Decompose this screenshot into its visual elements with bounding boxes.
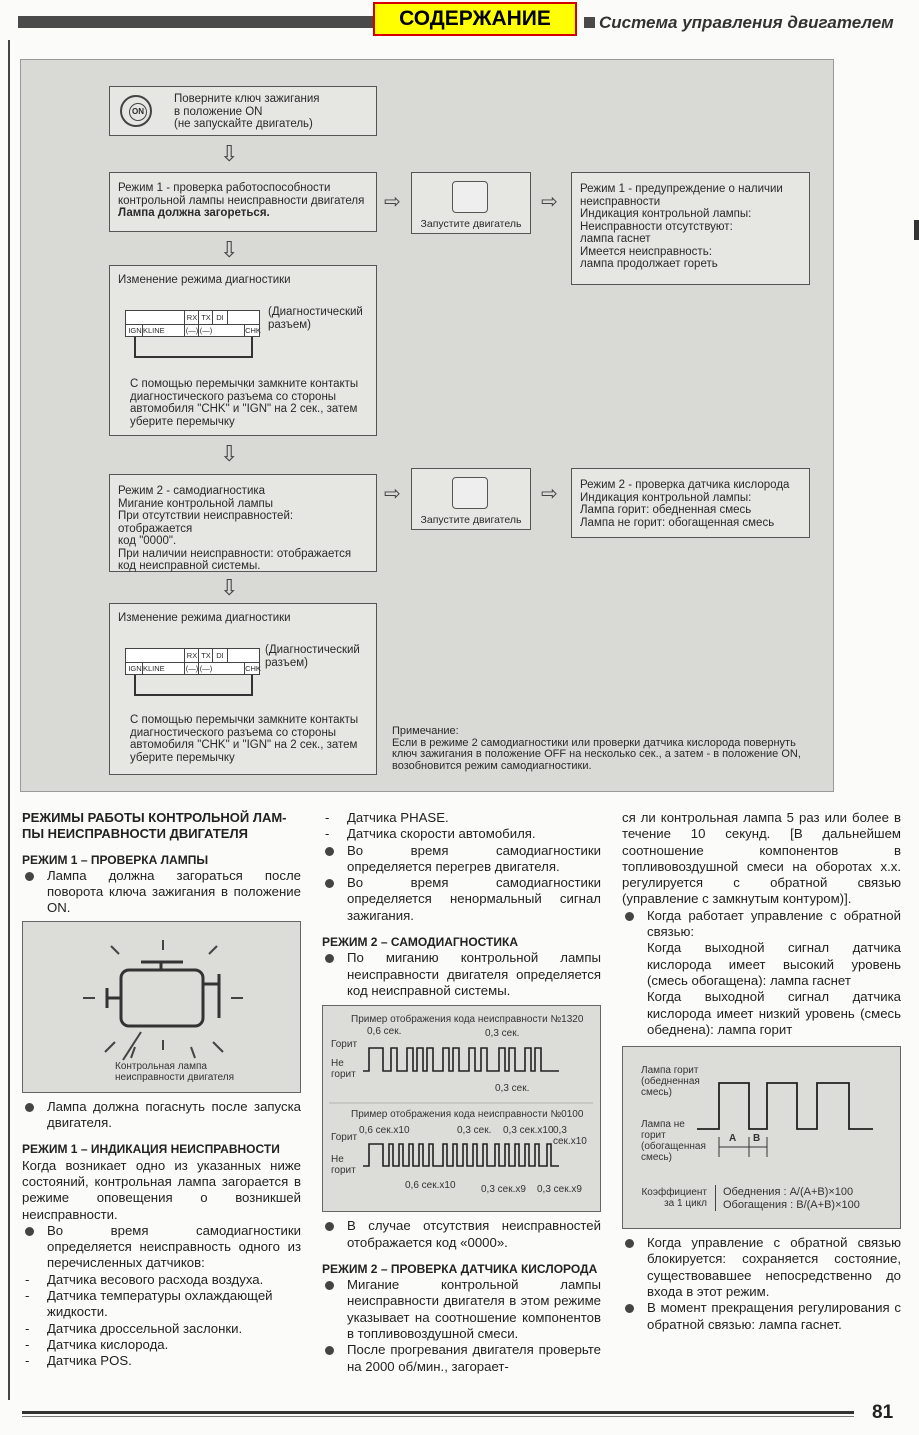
mode1-check-line: контрольной лампы неисправности двигателя: [118, 194, 365, 207]
timing-label: 0,6 сек.x10: [359, 1125, 410, 1137]
change-mode-line: С помощью перемычки замкните контакты: [130, 714, 359, 726]
start-engine-label: Запустите двигатель: [420, 218, 522, 230]
pin-chk: CHK: [245, 326, 261, 335]
connector-row-top: [126, 649, 259, 663]
pin-chk: CHK: [245, 664, 261, 673]
fig-title: Пример отображения кода неисправности №1320: [351, 1014, 584, 1026]
blink-code-figure: [322, 1005, 601, 1212]
bullet-item: В случае отсутствия неисправностей отображается код «0000».: [322, 1218, 601, 1251]
lamp-on-line: смесь): [641, 1087, 672, 1099]
coef-line: за 1 цикл: [664, 1198, 707, 1210]
mode1-warn-line: Имеется неисправность:: [580, 245, 712, 258]
subheading: РЕЖИМ 1 – ПРОВЕРКА ЛАМПЫ: [22, 852, 209, 867]
connector-note: [265, 644, 360, 669]
start-engine-box-1: [411, 172, 531, 234]
mode2-o2-line: Режим 2 - проверка датчика кислорода: [580, 479, 790, 491]
sensor-item: - Датчика дроссельной заслонки.: [22, 1321, 301, 1337]
mode2-self-line: Мигание контрольной лампы: [118, 497, 273, 510]
mode1-warn-line: Неисправности отсутствуют:: [580, 220, 733, 233]
pin-kline: KLINE: [143, 664, 165, 673]
change-mode-title: Изменение режима диагностики: [118, 274, 291, 286]
diagnostic-connector: [125, 648, 260, 675]
sensor-item: - Датчика температуры охлаждающей жидкости.: [22, 1288, 301, 1321]
flowchart-note: [392, 726, 801, 772]
change-mode-text: [130, 378, 358, 428]
section-heading: РЕЖИМЫ РАБОТЫ КОНТРОЛЬНОЙ ЛАМ-: [22, 810, 287, 825]
change-mode-line: С помощью перемычки замкните контакты: [130, 378, 359, 390]
pin-ground: (—): [199, 664, 213, 673]
subheading: РЕЖИМ 2 – САМОДИАГНОСТИКА: [322, 935, 518, 950]
timing-label: 0,3 сек.x9: [481, 1184, 526, 1196]
mode2-self-line: код неисправной системы.: [118, 560, 261, 572]
arrow-right-icon: ⇨: [541, 191, 558, 213]
mode2-self-line: При наличии неисправности: отображается: [118, 547, 352, 560]
contents-button[interactable]: СОДЕРЖАНИЕ: [373, 2, 577, 36]
rich-formula: Обогащения : B/(A+B)×100: [723, 1199, 860, 1212]
pin-ign: IGN: [128, 326, 142, 335]
mode1-warning: [571, 172, 810, 285]
indented-paragraph: Когда выходной сигнал датчика кислорода имеет низкий уровень (смесь обеднена): лампа горит: [647, 989, 901, 1037]
bullet-item: Во время самодиагностики определяется перегрев двигателя.: [322, 843, 601, 876]
footer-rule: [22, 1416, 854, 1417]
pin-ground: (—): [199, 326, 213, 335]
pin-kline: KLINE: [143, 326, 165, 335]
sensor-item: - Датчика скорости автомобиля.: [322, 826, 601, 842]
step-ignition-text: [174, 93, 320, 131]
o2-duty-figure: [622, 1046, 901, 1229]
change-mode-line: автомобиля "CHK" и "IGN" на 2 сек., затем: [130, 739, 358, 751]
note-line: Примечание:: [392, 725, 459, 737]
lamp-caption-line: неисправности двигателя: [115, 1071, 234, 1083]
pin-rx: RX: [184, 311, 199, 324]
engine-icon: [452, 477, 488, 509]
note-line: возобновится режим самодиагностики.: [392, 759, 592, 772]
signal-off-label: [331, 1154, 356, 1176]
mode2-self-line: При отсутствии неисправностей: отображается: [118, 510, 294, 535]
signal-on-label: Горит: [331, 1039, 358, 1051]
mode1-check-bold: Лампа должна загореться.: [118, 207, 270, 219]
mode1-check-line: Режим 1 - проверка работоспособности: [118, 182, 331, 194]
text-column-1: [22, 810, 301, 1370]
jumper-wire: [134, 694, 253, 696]
bullet-item: Мигание контрольной лампы неисправности двигателя в этом режиме указывает на соотношение компонентов в топливовоздушной смеси.: [322, 1277, 601, 1342]
change-mode-line: автомобиля "CHK" и "IGN" на 2 сек., затем: [130, 403, 358, 415]
jumper-wire: [134, 356, 253, 358]
change-mode-line: уберите перемычку: [130, 751, 235, 764]
timing-label: 0,3 сек.x10: [553, 1125, 587, 1148]
ignition-key-icon: [120, 95, 152, 127]
change-mode-line: диагностического разъема со стороны: [130, 390, 337, 403]
jumper-wire: [134, 337, 136, 357]
signal-off-line: горит: [331, 1165, 356, 1177]
change-mode-line: уберите перемычку: [130, 415, 235, 428]
bullet-item: Когда работает управление с обратной связью:: [622, 908, 901, 941]
step-ignition-line: Поверните ключ зажигания: [174, 93, 320, 105]
engine-icon: [452, 181, 488, 213]
bullet-item: Во время самодиагностики определяется неисправность одного из перечисленных датчиков:: [22, 1223, 301, 1272]
lean-formula: Обеднения : A/(A+B)×100: [723, 1186, 854, 1199]
lamp-off-line: смесь): [641, 1152, 672, 1164]
connector-row-bottom: [126, 324, 259, 337]
section-heading: ПЫ НЕИСПРАВНОСТИ ДВИГАТЕЛЯ: [22, 826, 248, 842]
pin-di: DI: [212, 311, 228, 324]
pin-ground: (—): [185, 664, 199, 673]
lamp-on-line: Лампа горит: [641, 1065, 699, 1077]
pin-rx: RX: [184, 649, 199, 662]
signal-on-label: Горит: [331, 1132, 358, 1144]
connector-row-top: [126, 311, 259, 325]
mode1-warn-line: неисправности: [580, 195, 661, 208]
mode2-self-diagnosis: [109, 474, 377, 572]
note-line: Если в режиме 2 самодиагностики или проверки датчика кислорода повернуть: [392, 736, 796, 749]
mode1-warn-line: лампа гаснет: [580, 233, 651, 245]
diagnostic-connector: [125, 310, 260, 337]
fig-title: Пример отображения кода неисправности №0100: [351, 1109, 584, 1121]
pin-ground: (—): [185, 326, 199, 335]
mode2-oxygen-check: [571, 468, 810, 538]
lamp-on-line: (обедненная: [641, 1076, 700, 1088]
connector-note-line: (Диагностический: [268, 306, 363, 318]
coef-label: [637, 1187, 707, 1209]
connector-row-bottom: [126, 662, 259, 675]
formula-divider: [715, 1185, 716, 1211]
start-engine-label: Запустите двигатель: [420, 514, 522, 526]
arrow-right-icon: ⇨: [541, 483, 558, 505]
arrow-down-icon: ⇩: [220, 237, 239, 262]
pin-di: DI: [212, 649, 228, 662]
subheading: РЕЖИМ 1 – ИНДИКАЦИЯ НЕИСПРАВНОСТИ: [22, 1142, 280, 1157]
step-ignition-line: (не запускайте двигатель): [174, 118, 313, 130]
arrow-down-icon: ⇩: [220, 575, 239, 600]
header-rule: [18, 16, 373, 28]
bullet-item: После прогревания двигателя проверьте на 2000 об/мин., загорает-: [322, 1342, 601, 1375]
start-engine-box-2: [411, 468, 531, 530]
change-mode-box-2: [109, 603, 377, 775]
timing-label: 0,3 сек.x9: [537, 1184, 582, 1196]
key-on-label: ON: [129, 103, 147, 121]
signal-off-line: Не: [331, 1154, 344, 1166]
bullet-item: По миганию контрольной лампы неисправности двигателя определяется код неисправной системы.: [322, 950, 601, 999]
timing-label: 0,6 сек.: [367, 1026, 402, 1038]
change-mode-title: Изменение режима диагностики: [118, 612, 291, 624]
lamp-off-line: (обогащенная: [641, 1141, 706, 1153]
footer-rule: [22, 1411, 854, 1414]
page-number: 81: [872, 1402, 894, 1423]
timing-label: 0,3 сек.x10: [503, 1125, 554, 1137]
sensor-item: - Датчика весового расхода воздуха.: [22, 1272, 301, 1288]
arrow-down-icon: ⇩: [220, 141, 239, 166]
bullet-item: Когда управление с обратной связью блокируется: сохраняется состояние, существовавшее непосредственно до входа в этот режим.: [622, 1235, 901, 1300]
text-column-2: [322, 810, 601, 1375]
mode2-o2-line: Лампа не горит: обогащенная смесь: [580, 516, 775, 529]
mode2-self-line: Режим 2 - самодиагностика: [118, 485, 266, 497]
header-square: [584, 17, 595, 28]
step-ignition-line: в положение ON: [174, 105, 263, 118]
timing-label: 0,3 сек.: [485, 1028, 520, 1040]
change-mode-text: [130, 714, 358, 764]
mode1-warn-line: Режим 1 - предупреждение о наличии: [580, 183, 783, 195]
bullet-item: Во время самодиагностики определяется ненормальный сигнал зажигания.: [322, 875, 601, 924]
jumper-wire: [134, 675, 136, 695]
left-margin-line: [8, 40, 10, 1400]
timing-label: 0,3 сек.: [495, 1083, 530, 1095]
mode2-o2-line: Индикация контрольной лампы:: [580, 491, 752, 504]
bullet-item: В момент прекращения регулирования с обратной связью: лампа гаснет.: [622, 1300, 901, 1333]
change-mode-line: диагностического разъема со стороны: [130, 726, 337, 739]
signal-off-line: Не: [331, 1058, 344, 1070]
note-line: ключ зажигания в положение OFF на несколько сек., а затем - в положение ON,: [392, 748, 801, 760]
jumper-wire: [251, 675, 253, 695]
sensor-item: - Датчика кислорода.: [22, 1337, 301, 1353]
timing-label: 0,6 сек.x10: [405, 1180, 456, 1192]
paragraph: ся ли контрольная лампа 5 раз или более в течение 10 секунд. [В дальнейшем соотношение компонентов в топливовоздушной смеси на оборотах х.х. регулируется с обратной связью (управление с замкнутым контуром)].: [622, 810, 901, 907]
connector-note-line: (Диагностический: [265, 644, 360, 656]
mode1-lamp-check: [109, 172, 377, 232]
connector-note-line: разъем): [265, 656, 309, 669]
section-title: Система управления двигателем: [599, 13, 894, 32]
coef-line: Коэффициент: [641, 1187, 707, 1199]
change-mode-box-1: [109, 265, 377, 436]
signal-off-line: горит: [331, 1069, 356, 1081]
sensor-item: - Датчика PHASE.: [322, 810, 601, 826]
arrow-down-icon: ⇩: [220, 441, 239, 466]
pin-ign: IGN: [128, 664, 142, 673]
lamp-caption: [115, 1061, 265, 1083]
jumper-wire: [251, 337, 253, 357]
step-ignition-on: [109, 86, 377, 136]
edge-tab-marker: [914, 220, 919, 240]
connector-note-line: разъем): [268, 318, 312, 331]
mode2-o2-line: Лампа горит: обедненная смесь: [580, 504, 752, 516]
paragraph: Когда возникает одно из указанных ниже состояний, контрольная лампа загорается в режиме оповещения о возникшей неисправности.: [22, 1157, 301, 1222]
lamp-caption-line: Контрольная лампа: [115, 1060, 207, 1072]
connector-note: [268, 306, 363, 331]
bullet-item: Лампа должна загораться после поворота ключа зажигания в положение ON.: [22, 868, 301, 917]
text-column-3: [622, 810, 901, 1333]
subheading: РЕЖИМ 2 – ПРОВЕРКА ДАТЧИКА КИСЛОРОДА: [322, 1261, 598, 1276]
bullet-item: Лампа должна погаснуть после запуска двигателя.: [22, 1099, 301, 1132]
pin-tx: TX: [198, 649, 213, 662]
lamp-off-line: Лампа не: [641, 1119, 685, 1131]
arrow-right-icon: ⇨: [384, 483, 401, 505]
mode2-self-line: код "0000".: [118, 535, 177, 547]
interval-b-label: B: [753, 1133, 761, 1145]
interval-a-label: A: [729, 1133, 737, 1145]
sensor-item: - Датчика POS.: [22, 1353, 301, 1369]
arrow-right-icon: ⇨: [384, 191, 401, 213]
mode1-warn-line: лампа продолжает гореть: [580, 258, 718, 270]
mode1-warn-line: Индикация контрольной лампы:: [580, 208, 752, 220]
indented-paragraph: Когда выходной сигнал датчика кислорода имеет высокий уровень (смесь обогащена): лампа гаснет: [647, 940, 901, 988]
pin-tx: TX: [198, 311, 213, 324]
lamp-off-line: горит: [641, 1130, 666, 1142]
lamp-figure: [22, 921, 301, 1093]
timing-label: 0,3 сек.: [457, 1125, 492, 1137]
